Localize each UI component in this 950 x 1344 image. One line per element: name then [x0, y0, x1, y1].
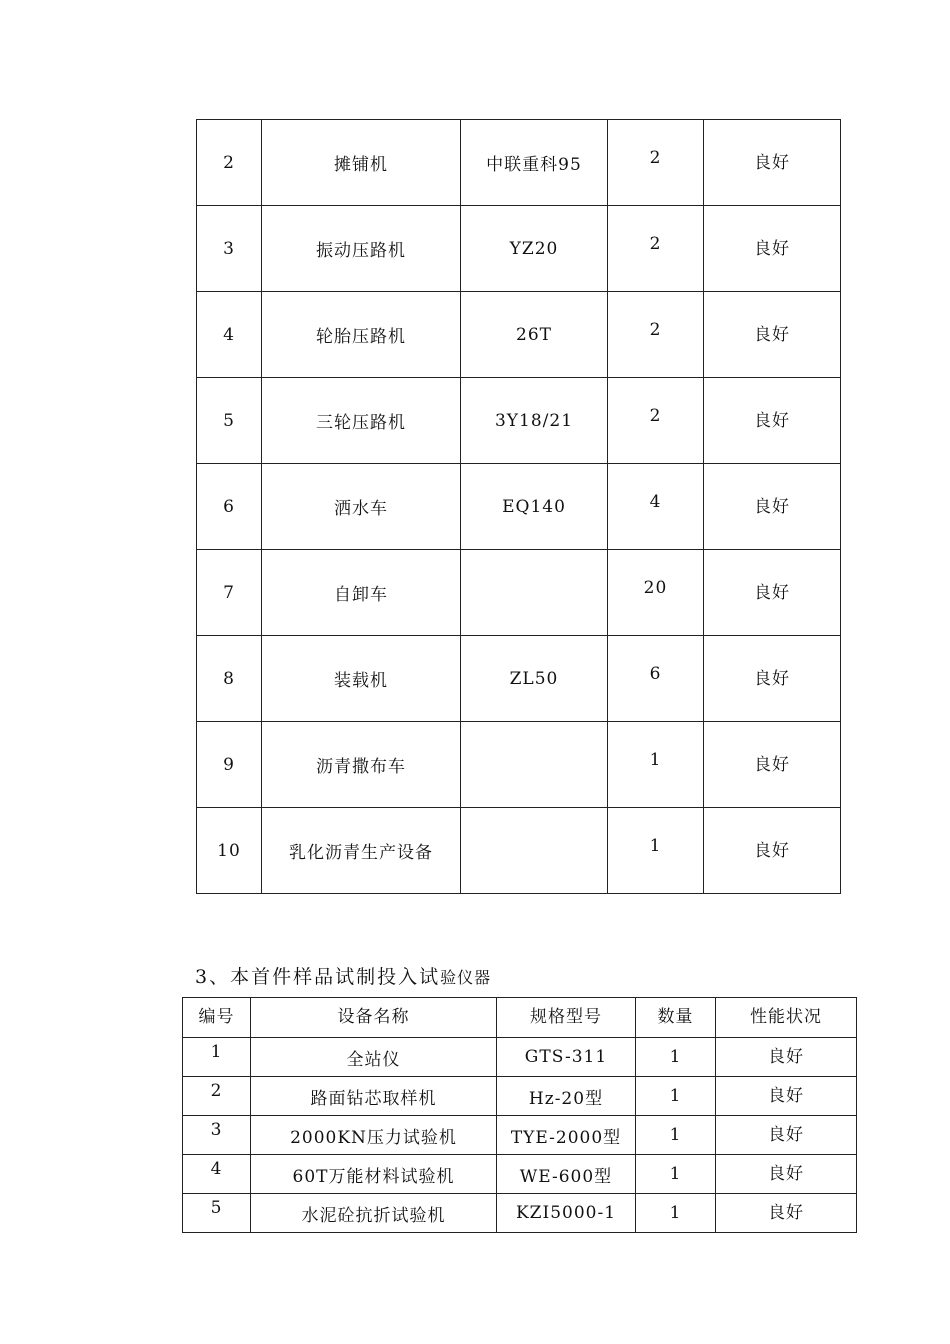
- section-heading-main: 3、本首件样品试制投入试: [195, 966, 441, 988]
- equipment-quantity: 1: [608, 722, 704, 808]
- equipment-model: [461, 722, 608, 808]
- row-number: 3: [197, 206, 262, 292]
- instrument-status: 良好: [716, 1155, 857, 1194]
- instrument-model: GTS-311: [497, 1038, 636, 1077]
- table-row: [197, 550, 841, 636]
- equipment-model: EQ140: [461, 464, 608, 550]
- equipment-model: [461, 808, 608, 894]
- instrument-status: 良好: [716, 1116, 857, 1155]
- equipment-status: 良好: [704, 292, 841, 378]
- header-quantity: 数量: [636, 998, 716, 1038]
- equipment-quantity: 1: [608, 808, 704, 894]
- table-row: [197, 292, 841, 378]
- equipment-quantity: 2: [608, 206, 704, 292]
- equipment-status: 良好: [704, 378, 841, 464]
- table-row: [197, 636, 841, 722]
- equipment-name: 振动压路机: [262, 206, 461, 292]
- table-row: [183, 1038, 857, 1077]
- instrument-model: WE-600型: [497, 1155, 636, 1194]
- equipment-name: 乳化沥青生产设备: [262, 808, 461, 894]
- instrument-status: 良好: [716, 1077, 857, 1116]
- section-heading-tail: 验仪器: [440, 968, 492, 987]
- instrument-quantity: 1: [636, 1116, 716, 1155]
- instrument-model: KZI5000-1: [497, 1194, 636, 1233]
- equipment-status: 良好: [704, 206, 841, 292]
- equipment-status: 良好: [704, 550, 841, 636]
- header-model: 规格型号: [497, 998, 636, 1038]
- instrument-name: 路面钻芯取样机: [251, 1077, 497, 1116]
- instrument-quantity: 1: [636, 1077, 716, 1116]
- table-header-row: [183, 998, 857, 1038]
- equipment-model: 中联重科95: [461, 120, 608, 206]
- table-row: [183, 1155, 857, 1194]
- instrument-status: 良好: [716, 1038, 857, 1077]
- equipment-quantity: 2: [608, 120, 704, 206]
- equipment-quantity: 2: [608, 292, 704, 378]
- equipment-table: [196, 119, 841, 894]
- table-row: [197, 378, 841, 464]
- equipment-name: 三轮压路机: [262, 378, 461, 464]
- equipment-quantity: 2: [608, 378, 704, 464]
- header-number: 编号: [183, 998, 251, 1038]
- table-row: [197, 464, 841, 550]
- row-number: 7: [197, 550, 262, 636]
- equipment-quantity: 20: [608, 550, 704, 636]
- equipment-quantity: 6: [608, 636, 704, 722]
- table-row: [197, 206, 841, 292]
- equipment-name: 装载机: [262, 636, 461, 722]
- instrument-name: 2000KN压力试验机: [251, 1116, 497, 1155]
- row-number: 8: [197, 636, 262, 722]
- equipment-model: 3Y18/21: [461, 378, 608, 464]
- equipment-name: 自卸车: [262, 550, 461, 636]
- equipment-status: 良好: [704, 636, 841, 722]
- row-number: 2: [197, 120, 262, 206]
- row-number: 4: [183, 1155, 251, 1194]
- instrument-status: 良好: [716, 1194, 857, 1233]
- row-number: 10: [197, 808, 262, 894]
- table-row: [197, 808, 841, 894]
- instrument-name: 全站仪: [251, 1038, 497, 1077]
- equipment-model: YZ20: [461, 206, 608, 292]
- row-number: 2: [183, 1077, 251, 1116]
- row-number: 1: [183, 1038, 251, 1077]
- table-row: [183, 1077, 857, 1116]
- section-heading: [195, 962, 491, 989]
- equipment-status: 良好: [704, 808, 841, 894]
- equipment-quantity: 4: [608, 464, 704, 550]
- equipment-name: 洒水车: [262, 464, 461, 550]
- equipment-model: [461, 550, 608, 636]
- header-status: 性能状况: [716, 998, 857, 1038]
- instrument-model: Hz-20型: [497, 1077, 636, 1116]
- equipment-model: 26T: [461, 292, 608, 378]
- equipment-model: ZL50: [461, 636, 608, 722]
- equipment-name: 沥青撒布车: [262, 722, 461, 808]
- row-number: 4: [197, 292, 262, 378]
- instrument-quantity: 1: [636, 1155, 716, 1194]
- equipment-status: 良好: [704, 120, 841, 206]
- table-row: [197, 120, 841, 206]
- instrument-model: TYE-2000型: [497, 1116, 636, 1155]
- instrument-name: 60T万能材料试验机: [251, 1155, 497, 1194]
- row-number: 9: [197, 722, 262, 808]
- row-number: 5: [183, 1194, 251, 1233]
- table-row: [183, 1116, 857, 1155]
- table-row: [183, 1194, 857, 1233]
- equipment-status: 良好: [704, 722, 841, 808]
- header-name: 设备名称: [251, 998, 497, 1038]
- row-number: 3: [183, 1116, 251, 1155]
- equipment-status: 良好: [704, 464, 841, 550]
- row-number: 6: [197, 464, 262, 550]
- instrument-quantity: 1: [636, 1194, 716, 1233]
- instrument-table: [182, 997, 857, 1233]
- instrument-name: 水泥砼抗折试验机: [251, 1194, 497, 1233]
- table-row: [197, 722, 841, 808]
- instrument-quantity: 1: [636, 1038, 716, 1077]
- equipment-name: 摊铺机: [262, 120, 461, 206]
- row-number: 5: [197, 378, 262, 464]
- equipment-name: 轮胎压路机: [262, 292, 461, 378]
